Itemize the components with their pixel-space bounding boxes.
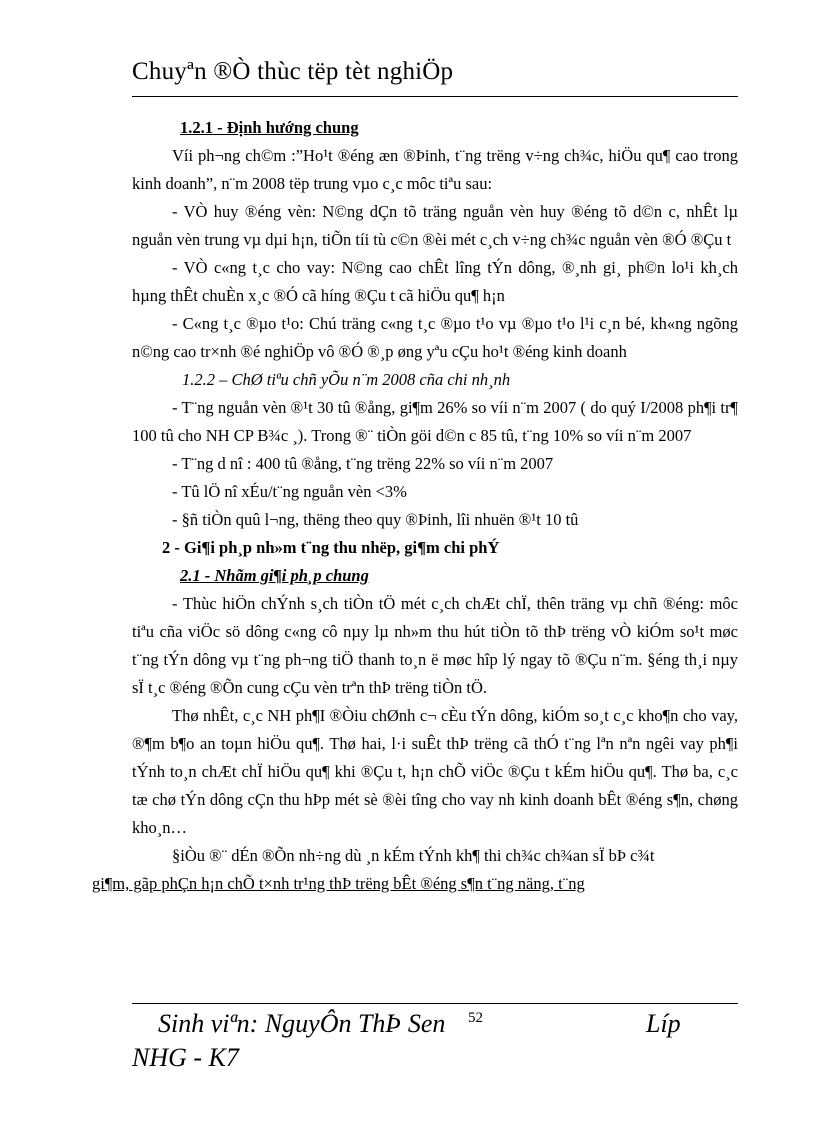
- paragraph: - T¨ng nguån vèn ®¹t 30 tû ®ång, gi¶m 26% so víi n¨m 2007 ( do quý I/2008 ph¶i tr¶ 100 tû cho NH CP B¾c ¸). Trong ®¨ tiÒn göi d©n c 85 tû, t¨ng 10% so víi n¨m 2007: [132, 398, 738, 445]
- paragraph: - C«ng t¸c ®µo t¹o: Chú träng c«ng t¸c ®µo t¹o vµ ®µo t¹o l¹i c¸n bé, kh«ng ngõng n©ng cao tr×nh ®é nghiÖp vô ®Ó ®¸p øng yªu cÇu ho¹t ®éng kinh doanh: [132, 314, 738, 361]
- student-name: Sinh viªn: NguyÔn ThÞ Sen: [158, 1009, 446, 1038]
- paragraph-text: §iÒu ®¨ dÉn ®Õn nh÷ng dù ¸n kÉm tÝnh kh¶ thi ch¾c ch¾an sÏ bÞ c¾t: [172, 846, 655, 865]
- heading-1-2-2: 1.2.2 – ChØ tiªu chñ yÕu n¨m 2008 cña chi nh¸nh: [182, 370, 511, 389]
- class-label: Líp: [646, 1009, 681, 1038]
- paragraph-text-underlined: gi¶m, gãp phÇn h¡n chÕ t×nh tr¹ng thÞ trëng bÊt ®éng s¶n t¨ng näng, t¨ng: [92, 874, 585, 893]
- page-number: 52: [468, 1010, 483, 1026]
- paragraph: - Thùc hiÖn chÝnh s¸ch tiÒn tÖ mét c¸ch chÆt chÏ, thên träng vµ chñ ®éng: môc tiªu cña viÖc sö dông c«ng cô nµy lµ nh»m thu hút tiÒn tõ thÞ trëng vÒ kiÓm so¹t møc t¨ng tÝn dông vµ t¨ng ph¬ng tiÖ thanh to¸n ë møc hîp lý ngay tõ ®Çu n¨m. §éng th¸i nµy sÏ t¸c ®éng ®Õn cung cÇu vèn trªn thÞ trëng tiÒn tÖ.: [132, 594, 738, 697]
- paragraph: - VÒ c«ng t¸c cho vay: N©ng cao chÊt lîng tÝn dông, ®¸nh gi¸ ph©n lo¹i kh¸ch hµng thÊt chuÈn x¸c ®Ó cã híng ®Çu t cã hiÖu qu¶ h¡n: [132, 258, 738, 305]
- footer-divider: [132, 1003, 738, 1004]
- header-divider: [132, 96, 738, 97]
- paragraph: [92, 842, 738, 898]
- paragraph: - T¨ng d nî : 400 tû ®ång, t¨ng trëng 22% so víi n¨m 2007: [172, 454, 554, 473]
- document-body: [92, 114, 738, 898]
- paragraph: Víi ph¬ng ch©m :”Ho¹t ®éng æn ®Þinh, t¨ng trëng v÷ng ch¾c, hiÖu qu¶ cao trong kinh doanh”, n¨m 2008 tëp trung vµo c¸c môc tiªu sau:: [132, 146, 738, 193]
- paragraph: - §ñ tiÒn quû l¬ng, thëng theo quy ®Þinh, lîi nhuën ®¹t 10 tû: [172, 510, 579, 529]
- paragraph: - Tû lÖ nî xÉu/t¨ng nguån vèn <3%: [172, 482, 407, 501]
- paragraph: - VÒ huy ®éng vèn: N©ng dÇn tõ träng nguån vèn huy ®éng tõ d©n c, nhÊt lµ nguån vèn trung vµ dµi h¡n, tiÕn tíi tù c©n ®èi mét c¸ch v÷ng ch¾c nguån vèn ®Ó ®Çu t: [132, 202, 738, 249]
- class-name: NHG - K7: [132, 1043, 239, 1072]
- page-header: Chuyªn ®Ò thùc tëp tèt nghiÖp: [132, 58, 454, 85]
- heading-1-2-1: 1.2.1 - Định hướng chung: [180, 118, 359, 137]
- heading-2: 2 - Gi¶i ph¸p nh»m t¨ng thu nhëp, gi¶m chi phÝ: [162, 538, 500, 557]
- paragraph: Thø nhÊt, c¸c NH ph¶I ®Òiu chØnh c¬ cÈu tÝn dông, kiÓm so¸t c¸c kho¶n cho vay, ®¶m b¶o an toµn hiÖu qu¶. Thø hai, l·i suÊt thÞ trëng cã thÓ t¨ng lªn nªn ngêi vay ph¶i tÝnh to¸n chÆt chÏ hiÖu qu¶ khi ®Çu t, h¡n chÕ viÖc ®Çu t kÉm hiÖu qu¶. Thø ba, c¸c tæ chø tÝn dông cÇn thu hÞp mét sè ®èi tîng cho vay nh kinh doanh bÊt ®éng s¶n, chøng kho¸n…: [132, 706, 738, 837]
- heading-2-1: 2.1 - Nhãm gi¶i ph¸p chung: [180, 566, 369, 585]
